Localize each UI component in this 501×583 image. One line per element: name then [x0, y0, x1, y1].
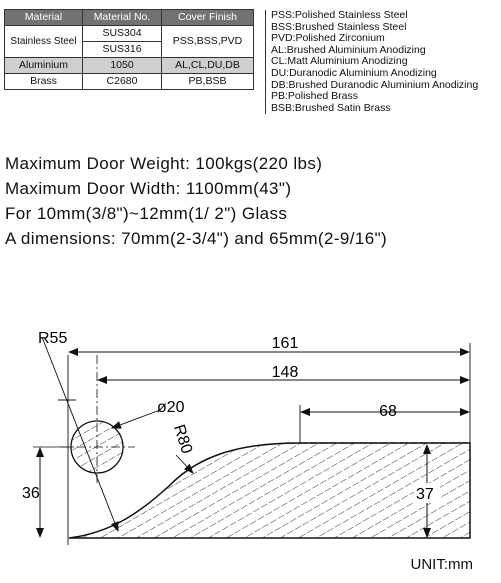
material-table [4, 9, 254, 90]
spec-list [5, 151, 387, 251]
unit-label: UNIT:mm [410, 556, 473, 573]
dim-68-label: 68 [379, 403, 397, 420]
spec-max-weight: Maximum Door Weight: 100kgs(220 lbs) [5, 154, 323, 173]
technical-drawing [0, 315, 501, 555]
cell-aluminium-finish: AL,CL,DU,DB [162, 58, 254, 74]
legend-item: AL:Brushed Aluminium Anodizing [271, 43, 426, 56]
cell-brass-no: C2680 [83, 74, 162, 90]
legend-group-steel [265, 10, 478, 45]
dim-148-label: 148 [271, 364, 299, 381]
spec-a-dimensions: A dimensions: 70mm(2-3/4") and 65mm(2-9/16") [5, 229, 388, 248]
cell-sus316: SUS316 [83, 42, 162, 58]
legend-item: DB:Brushed Duranodic Aluminium Anodizing [271, 78, 479, 91]
legend-item: PVD:Polished Zirconium [271, 32, 385, 45]
dia-leader [112, 410, 160, 428]
table-row [5, 26, 254, 42]
header-material-no: Material No. [83, 10, 162, 26]
legend-item: DU:Duranodic Aluminium Anodizing [271, 66, 437, 79]
spec-max-width: Maximum Door Width: 1100mm(43") [5, 179, 292, 198]
legend-item: BSB:Brushed Satin Brass [271, 101, 391, 114]
legend-group-aluminium [265, 45, 478, 91]
cell-stainless-finish: PSS,BSS,PVD [162, 26, 254, 58]
cell-sus304: SUS304 [83, 26, 162, 42]
spec-glass: For 10mm(3/8")~12mm(1/ 2") Glass [5, 204, 288, 223]
legend-item: BSS:Brushed Stainless Steel [271, 20, 407, 33]
dim-37-label: 37 [416, 486, 434, 503]
r55-label: R55 [38, 330, 68, 347]
header-cover-finish: Cover Finish [162, 10, 254, 26]
legend-item: PB:Polished Brass [271, 90, 358, 103]
cell-aluminium-no: 1050 [83, 58, 162, 74]
legend-item: PSS:Polished Stainless Steel [271, 9, 408, 21]
profile-body [69, 443, 470, 538]
dim-36-label: 36 [22, 485, 40, 502]
cell-aluminium-material: Aluminium [5, 58, 83, 74]
finish-legend [265, 10, 478, 114]
table-row [5, 58, 254, 74]
cell-brass-material: Brass [5, 74, 83, 90]
header-material: Material [5, 10, 83, 26]
table-header-row [5, 10, 254, 26]
dim-161-label: 161 [271, 335, 299, 352]
legend-item: CL:Matt Aluminium Anodizing [271, 55, 408, 68]
dia-label: ø20 [157, 399, 185, 416]
r80-leader [176, 455, 193, 473]
table-row [5, 74, 254, 90]
cell-brass-finish: PB,BSB [162, 74, 254, 90]
r80-label: R80 [169, 422, 196, 456]
cell-stainless-material: Stainless Steel [5, 26, 83, 58]
legend-group-brass [265, 91, 478, 114]
